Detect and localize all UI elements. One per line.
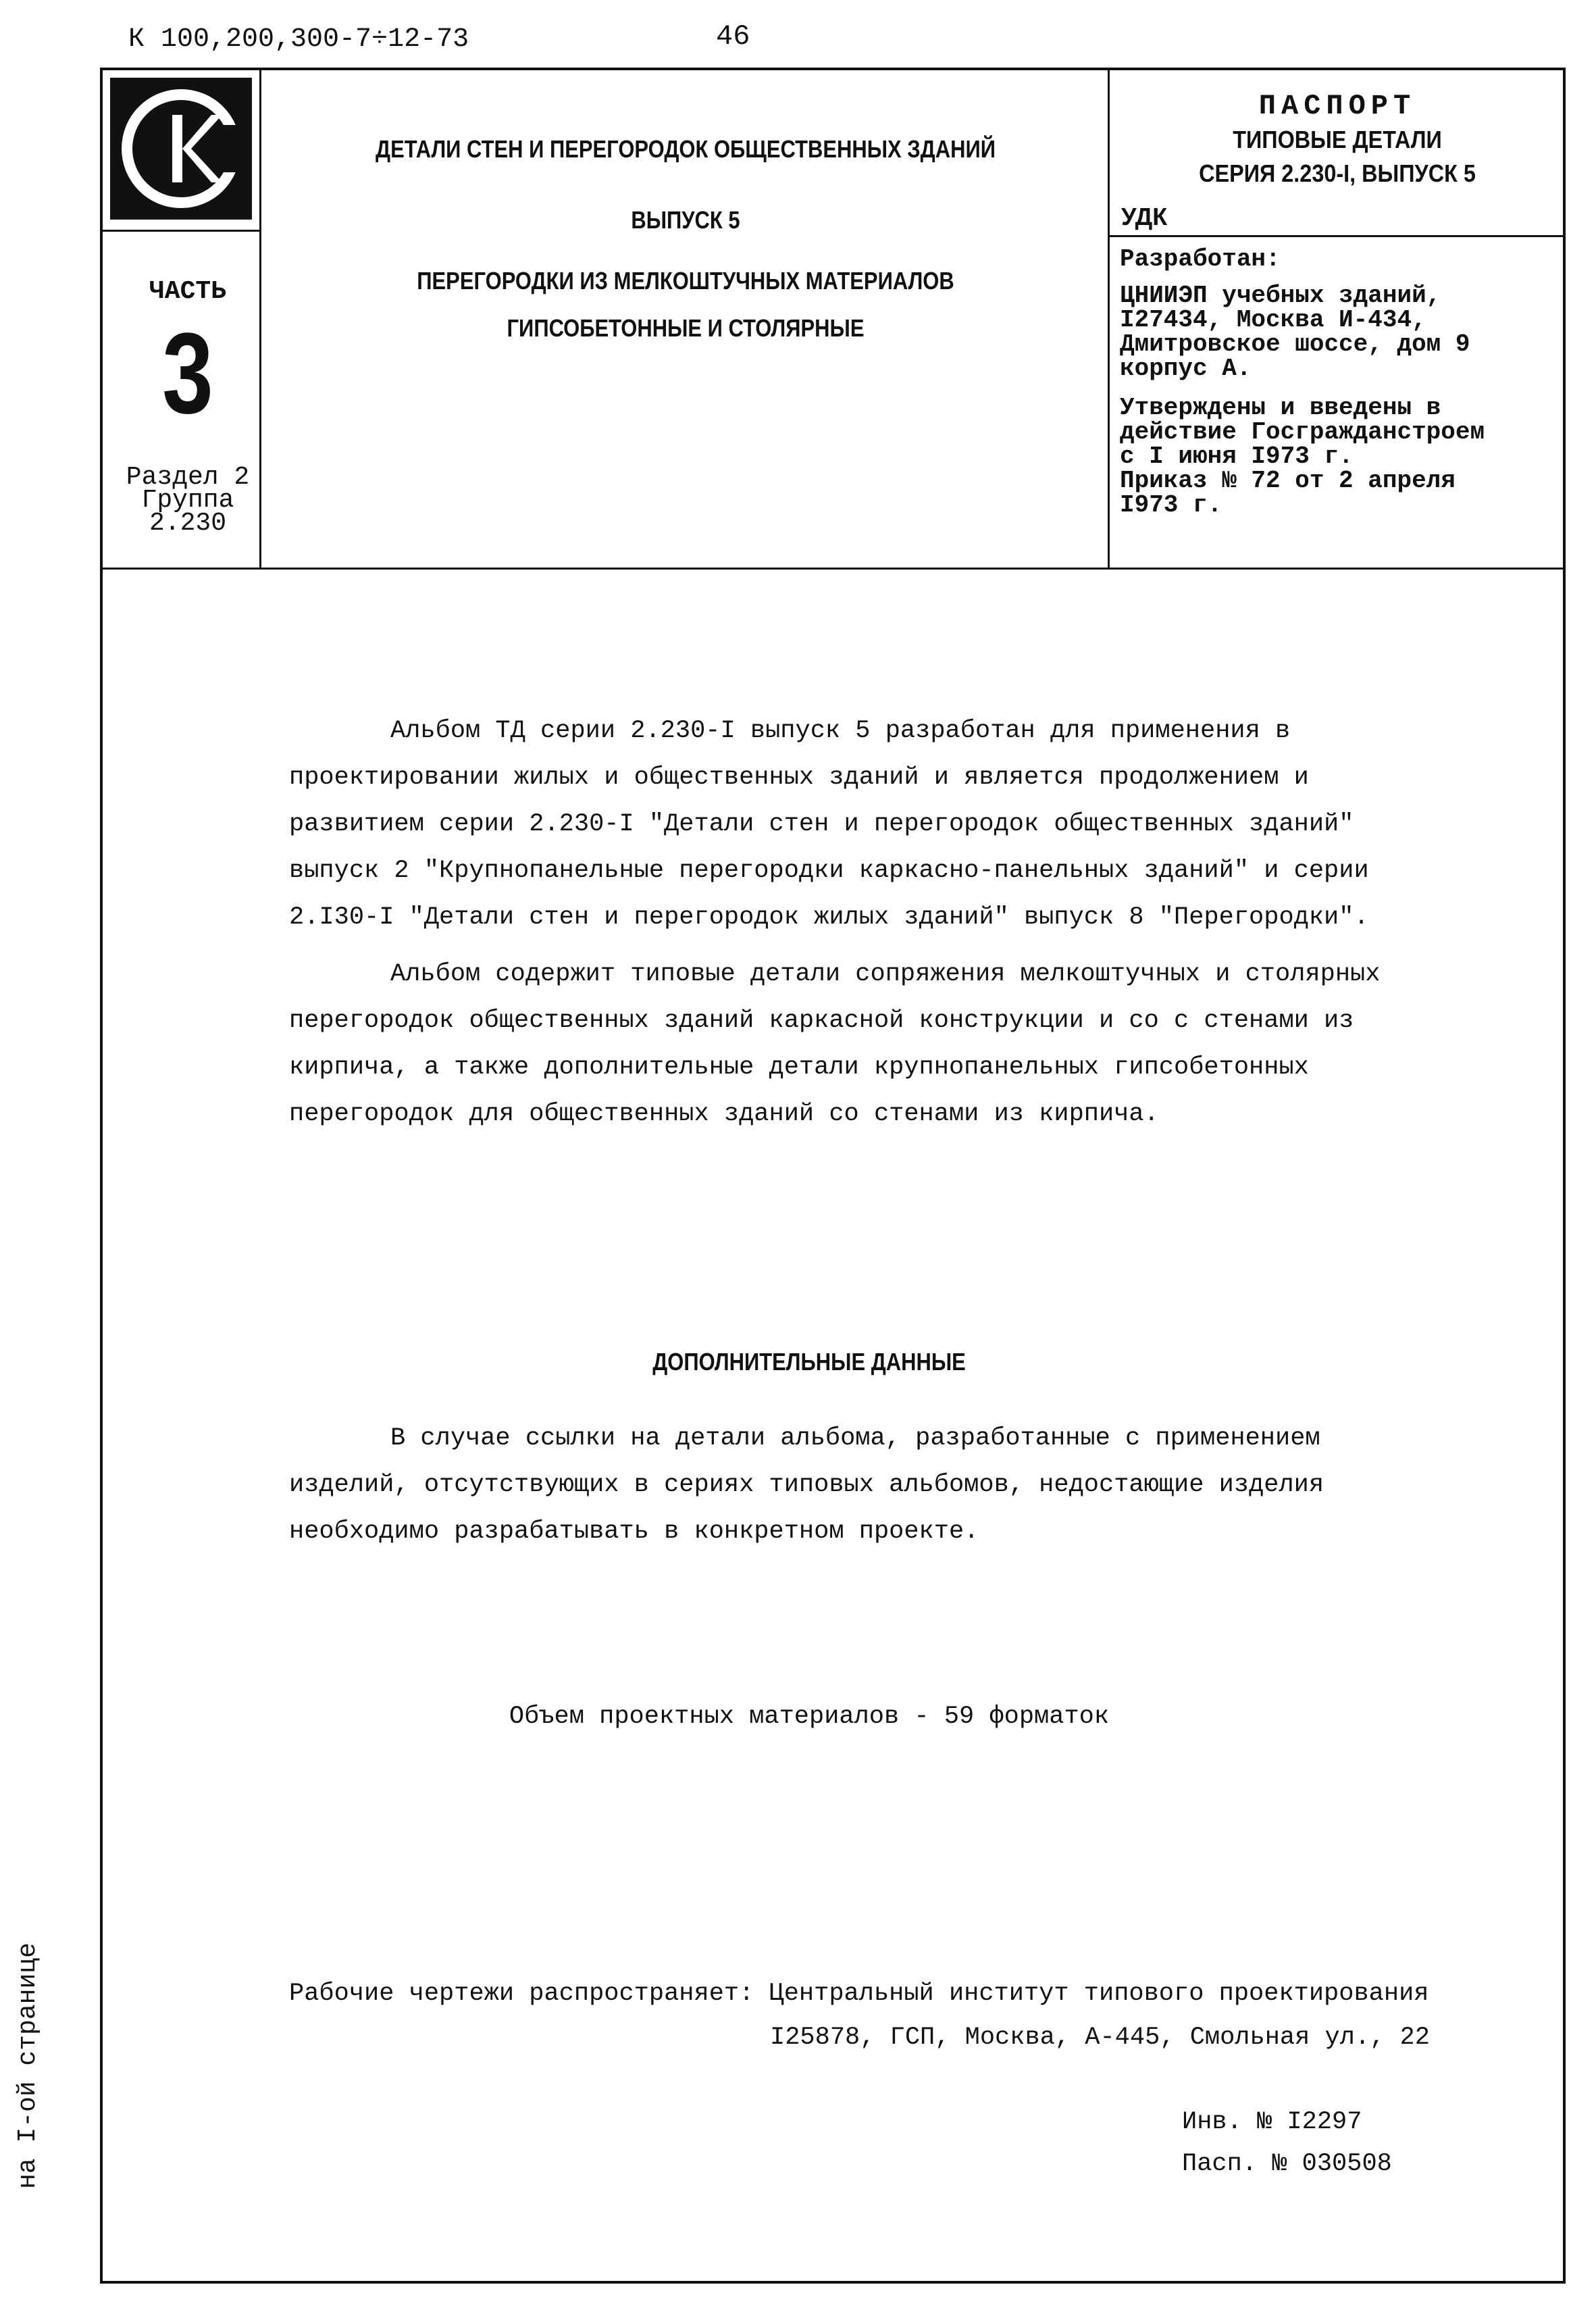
document-code: К 100,200,300-7÷12-73 bbox=[128, 24, 469, 55]
page-number: 46 bbox=[716, 20, 750, 53]
paragraph-1-text: Альбом ТД серии 2.230-I выпуск 5 разработан для применения в проектировании жилых и общественных зданий и является продолжением и развитием серии 2.230-I "Детали стен и перегородок общественных зданий" выпуск 2 "Крупнопанельные перегородки каркасно-панельных зданий" и серии 2.I30-I "Детали стен и перегородок жилых зданий" выпуск 8 "Перегородки". bbox=[289, 717, 1369, 932]
developer-info: ЦНИИЭП учебных зданий, I27434, Москва И-434, Дмитровское шоссе, дом 9 корпус А. bbox=[1120, 282, 1470, 382]
paragraph-3-text: В случае ссылки на детали альбома, разработанные с применением изделий, отсутствующих в сериях типовых альбомов, недостающие изделия необходимо разрабатывать в конкретном проекте. bbox=[289, 1424, 1324, 1546]
paragraph-2-text: Альбом содержит типовые детали сопряжения мелкоштучных и столярных перегородок общественных зданий каркасной конструкции и со с стенами из кирпича, а также дополнительные детали крупнопанельных гипсобетонных перегородок для общественных зданий со стенами из кирпича. bbox=[289, 960, 1381, 1128]
volume-note: Объем проектных материалов - 59 форматок bbox=[509, 1703, 1110, 1731]
subtitle-line-1: ПЕРЕГОРОДКИ ИЗ МЕЛКОШТУЧНЫХ МАТЕРИАЛОВ bbox=[417, 267, 954, 295]
section-label: Раздел 2 bbox=[126, 463, 250, 492]
distributor-line-1: Рабочие чертежи распространяет: Центральный институт типового проектирования bbox=[289, 1980, 1429, 2008]
passport-number: Пасп. № 030508 bbox=[1182, 2150, 1392, 2178]
developed-label: Разработан: bbox=[1120, 245, 1281, 273]
side-note: на I-ой странице bbox=[14, 1942, 43, 2189]
passport-title: ПАСПОРТ bbox=[1258, 90, 1416, 122]
subtitle-line-2: ГИПСОБЕТОННЫЕ И СТОЛЯРНЫЕ bbox=[507, 314, 865, 342]
udk-label: УДК bbox=[1121, 203, 1168, 230]
right-column-divider bbox=[1108, 68, 1110, 568]
part-label: ЧАСТЬ bbox=[149, 277, 227, 306]
section-group bbox=[88, 463, 288, 538]
issue-label: ВЫПУСК 5 bbox=[631, 206, 740, 234]
additional-data-title: ДОПОЛНИТЕЛЬНЫЕ ДАННЫЕ bbox=[652, 1348, 966, 1376]
ck-logo-icon bbox=[110, 78, 252, 220]
header-bottom-divider bbox=[100, 568, 1566, 570]
group-value: 2.230 bbox=[149, 509, 227, 538]
distributor-line-2: I25878, ГСП, Москва, А-445, Смольная ул., 22 bbox=[770, 2023, 1430, 2052]
inventory-block bbox=[1182, 2101, 1392, 2185]
logo-divider bbox=[100, 230, 259, 232]
album-title: ДЕТАЛИ СТЕН И ПЕРЕГОРОДОК ОБЩЕСТВЕННЫХ ЗДАНИЙ bbox=[376, 135, 996, 163]
paragraph-2 bbox=[289, 951, 1437, 1138]
udk-divider bbox=[1108, 235, 1566, 237]
logo bbox=[103, 70, 259, 227]
paragraph-1 bbox=[289, 708, 1437, 941]
passport-header bbox=[1114, 89, 1560, 191]
part-number: 3 bbox=[162, 309, 213, 438]
paragraph-3 bbox=[289, 1415, 1397, 1555]
group-label: Группа bbox=[141, 486, 234, 515]
type-label: ТИПОВЫЕ ДЕТАЛИ bbox=[1233, 126, 1442, 153]
series-label: СЕРИЯ 2.230-I, ВЫПУСК 5 bbox=[1199, 159, 1476, 187]
approval-info: Утверждены и введены в действие Госгражданстроем с I июня I973 г. Приказ № 72 от 2 апреля I973 г. bbox=[1120, 394, 1485, 519]
inventory-number: Инв. № I2297 bbox=[1182, 2108, 1362, 2136]
